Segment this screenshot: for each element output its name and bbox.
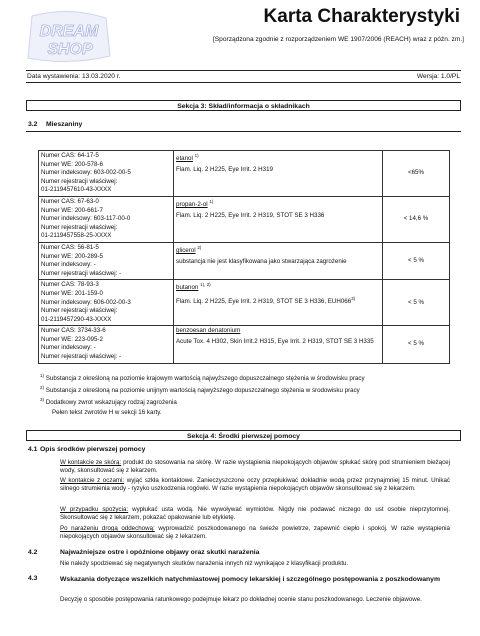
eye-contact-label: W kontakcie z oczami: <box>60 477 125 484</box>
substance-name: glicerol <box>176 247 196 254</box>
identifier-line: Numer CAS: 78-93-3 <box>41 281 99 289</box>
section3-sub-number: 3.2 <box>28 121 38 128</box>
identifier-line: Numer WE: 223-095-2 <box>41 335 103 343</box>
section3-rule <box>26 131 461 132</box>
ingestion-label: W przypadku spożycia: <box>60 506 129 513</box>
document-title: Karta Charakterystyki <box>263 6 460 27</box>
identifiers-cell <box>39 280 174 326</box>
substance-cell <box>174 326 383 363</box>
substance-cell <box>174 196 383 242</box>
issue-date: Data wystawienia: 13.03.2020 r. <box>27 73 121 80</box>
issue-info-bar <box>26 70 461 83</box>
substance-classification: Flam. Liq. 2 H225, Eye Irrit. 2 H319, STOT SE 3 H336 <box>176 211 325 219</box>
concentration-cell: < 5 % <box>383 242 450 279</box>
section41-number: 4.1 <box>28 446 38 453</box>
identifiers-cell <box>39 151 174 197</box>
footnote-text: Substancja z określoną na poziomie krajowym wartością najwyższego dopuszczalnego stężenia w środowisku pracy <box>45 375 365 383</box>
section42-text: Nie należy spodziewać się negatywnych skutków narażenia innych niż wynikające z klasyfikacji produktu. <box>60 560 349 567</box>
identifiers-cell <box>39 326 174 363</box>
footnote-mark: 1) <box>40 373 45 378</box>
footnote-text: Dodatkowy zwrot wskazujący rodzaj zagrożenia <box>45 399 177 407</box>
identifier-line: Numer indeksowy: 603-117-00-0 <box>41 215 131 223</box>
identifier-line: 01-2119457558-25-XXXX <box>41 232 112 240</box>
section43-text: Decyzję o sposobie postępowania ratunkowego podejmuje lekarz po dokładnej ocenie stanu poszkodowanego. Leczenie objawowe. <box>60 596 422 603</box>
substance-name: butanon <box>176 284 199 292</box>
table-row <box>39 326 450 363</box>
skin-contact-paragraph <box>60 459 450 475</box>
skin-contact-label: W kontakcie ze skórą: <box>60 459 122 466</box>
substance-footnote-mark: 1) <box>194 153 199 158</box>
substance-footnote-mark: 2) <box>197 244 202 250</box>
section4-heading: Sekcja 4: Środki pierwszej pomocy <box>26 430 461 441</box>
substance-footnote-mark: 1) <box>209 198 214 204</box>
table-row <box>39 196 450 242</box>
identifier-line: Numer rejestracji właściwej: <box>41 177 118 185</box>
table-row <box>39 242 450 279</box>
identifiers-cell <box>39 196 174 242</box>
section42-title: Najważniejsze ostre i opóźnione objawy oraz skutki narażenia <box>60 549 260 556</box>
skin-contact-text: produkt do stosowania na skórę. W razie wystąpienia niepokojących objawów spłukać skórę pod strumieniem bieżącej wody, skonsultować się z lekarzem. <box>60 459 450 474</box>
identifier-line: Numer rejestracji właściwej: <box>41 223 118 231</box>
substance-classification: Flam. Liq. 2 H225, Eye Irrit. 2 H319, STOT SE 3 H336, EUH066 <box>176 298 352 306</box>
substance-footnote-mark: 1), 2) <box>200 282 211 288</box>
substance-name: benzoesan denatonium <box>176 327 241 335</box>
identifier-line: Numer WE: 200-661-7 <box>41 206 103 214</box>
identifier-line: Numer WE: 201-159-0 <box>41 289 103 297</box>
identifier-line: 01-2119457290-43-XXXX <box>41 315 112 323</box>
identifier-line: Numer indeksowy: - <box>41 261 96 269</box>
ingestion-text: wypłukać usta wodą. Nie wywoływać wymiotów. Nigdy nie podawać niczego do ust osobie nieprzytomnej. Skonsultować się z lekarzem, pokazać opakowanie lub etykietę. <box>60 506 451 521</box>
eye-contact-paragraph <box>60 477 450 493</box>
full-text-note: Pełen tekst zwrotów H w sekcji 16 karty. <box>52 409 162 416</box>
concentration-cell: < 5 % <box>383 326 450 363</box>
identifier-line: Numer rejestracji właściwej: <box>41 307 118 315</box>
section42-number: 4.2 <box>28 549 38 556</box>
eye-contact-text: wyjąć szkła kontaktowe. Zanieczyszczone oczy przepłukiwać dokładnie wodą przez przynajmniej 15 minut. Unikać silnego strumienia wody - ryzyko uszkodzenia rogówki. W razie wystąpienia niepokojących objawów skonsultować się z lekarzem. <box>60 477 450 492</box>
concentration-cell: < 14,6 % <box>383 196 450 242</box>
substance-classification: Acute Tox. 4 H302, Skin Irrit.2 H315, Eye Irrit. 2 H319, STOT SE 3 H335 <box>176 337 374 345</box>
section3-sub-title: Mieszaniny <box>46 121 83 128</box>
dream-shop-logo <box>14 10 124 66</box>
inhalation-text: wyprowadzić poszkodowanego na świeże powietrze, zapewnić ciepło i spokój. W razie wystąpienia niepokojących objawów skonsultować się z lekarzem. <box>60 525 450 540</box>
substance-cell <box>174 280 383 326</box>
section3-heading: Sekcja 3: Skład/informacja o składnikach <box>26 100 461 111</box>
logo-text-top: DREAM <box>39 23 99 40</box>
substance-cell <box>174 242 383 279</box>
concentration-cell: < 5 % <box>383 280 450 326</box>
inhalation-label: Po narażeniu drogą oddechową: <box>60 525 155 532</box>
identifier-line: Numer rejestracji właściwej: - <box>41 353 122 361</box>
substance-name: etanol <box>176 155 193 163</box>
classification-footnote-mark: 3) <box>351 295 356 301</box>
substance-classification: Flam. Liq. 2 H225, Eye Irrit. 2 H319 <box>176 165 273 173</box>
footnote-text: Substancja z określoną na poziomie unijnym wartością najwyższego dopuszczalnego stężenia w środowisku pracy <box>45 387 360 395</box>
table-row <box>39 280 450 326</box>
identifier-line: Numer CAS: 3734-33-6 <box>41 327 106 335</box>
section41-title: Opis środków pierwszej pomocy <box>40 446 146 453</box>
identifier-line: Numer rejestracji właściwej: - <box>41 269 122 277</box>
identifier-line: Numer CAS: 64-17-5 <box>41 152 99 159</box>
section43-title: Wskazania dotyczące wszelkich natychmiastowej pomocy lekarskiej i szczególnego postępowania z poszkodowanym <box>60 576 440 583</box>
identifier-line: Numer WE: 200-289-5 <box>41 252 103 260</box>
document-subtitle: [Sporządzona zgodnie z rozporządzeniem WE 1907/2006 (REACH) wraz z późn. zm.] <box>212 36 464 43</box>
substance-name: propan-2-ol <box>176 201 208 209</box>
identifier-line: Numer indeksowy: 603-002-00-5 <box>41 169 131 177</box>
table-row <box>39 151 450 197</box>
mixture-table <box>38 150 450 364</box>
identifier-line: Numer indeksowy: 606-002-00-3 <box>41 298 131 306</box>
footnote <box>40 396 177 407</box>
ingestion-paragraph <box>60 506 450 522</box>
footnote-mark: 3) <box>40 397 45 402</box>
inhalation-paragraph <box>60 525 450 541</box>
version: Wersja: 1.0/PL <box>416 73 460 80</box>
substance-classification: substancja nie jest klasyfikowana jako stwarzająca zagrożenie <box>176 257 347 265</box>
logo-text-bottom: SHOP <box>47 41 93 58</box>
footnote <box>40 384 360 395</box>
identifiers-cell <box>39 242 174 279</box>
footnote-mark: 2) <box>40 385 45 390</box>
footnote <box>40 372 365 383</box>
identifier-line: Numer CAS: 56-81-5 <box>41 243 99 251</box>
identifier-line: 01-2119457610-43-XXXX <box>41 186 112 194</box>
substance-cell <box>174 151 383 197</box>
section43-number: 4.3 <box>28 575 38 582</box>
identifier-line: Numer CAS: 67-63-0 <box>41 197 99 205</box>
concentration-cell: <65% <box>383 151 450 197</box>
identifier-line: Numer WE: 200-578-6 <box>41 160 103 168</box>
identifier-line: Numer indeksowy: - <box>41 344 96 352</box>
